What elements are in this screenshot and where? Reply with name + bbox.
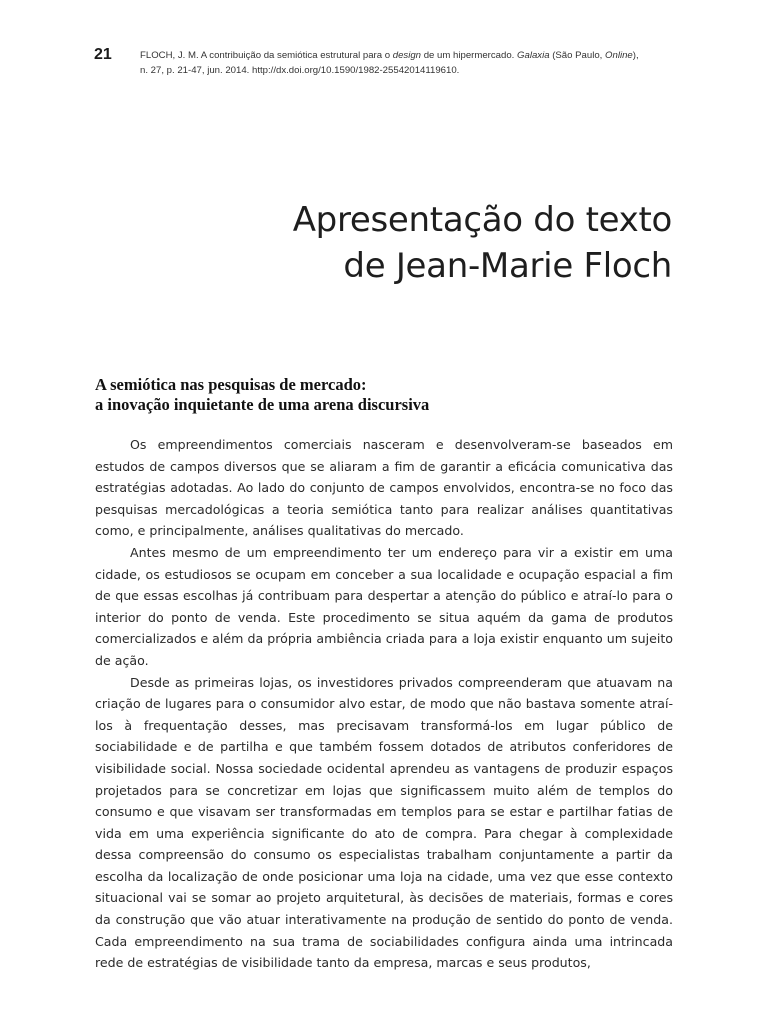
article-title <box>293 197 672 289</box>
section-heading-line-1: A semiótica nas pesquisas de mercado: <box>95 375 367 394</box>
section-heading <box>95 375 429 415</box>
citation-doi: n. 27, p. 21-47, jun. 2014. http://dx.doi.org/10.1590/1982-25542014119610. <box>140 65 460 76</box>
section-heading-line-2: a inovação inquietante de uma arena discursiva <box>95 395 430 414</box>
page-number: 21 <box>94 46 112 63</box>
paragraph: Antes mesmo de um empreendimento ter um endereço para vir a existir em uma cidade, os estudiosos se ocupam em conceber a sua localidade e ocupação espacial a fim de que essas escolhas já contribuam para despertar a atenção do público e atraí-lo para o interior do ponto de venda. Este procedimento se situa aquém da gama de produtos comercializados e além da própria ambiência criada para a loja existir enquanto um sujeito de ação. <box>95 544 673 668</box>
citation-journal: Galaxia <box>517 50 550 61</box>
citation-design-italic: design <box>392 50 422 61</box>
paragraph: Os empreendimentos comerciais nasceram e desenvolveram-se baseados em estudos de campos diversos que se aliaram a fim de garantir a eficácia comunicativa das estratégias adotadas. Ao lado do conjunto de campos envolvidos, encontra-se no foco das pesquisas mercadológicas a teoria semiótica tanto para realizar análises quantitativas como, e principalmente, análises qualitativas do mercado. <box>95 437 673 539</box>
citation-header <box>140 48 680 78</box>
citation-text: FLOCH, J. M. A contribuição da semiótica estrutural para o <box>140 50 393 61</box>
body-text <box>95 434 673 974</box>
title-line-2: de Jean-Marie Floch <box>343 246 672 286</box>
citation-text: (São Paulo, <box>549 50 606 61</box>
citation-online: Online <box>605 50 633 61</box>
citation-text: ), <box>632 50 639 61</box>
citation-text: de um hipermercado. <box>421 50 518 61</box>
title-line-1: Apresentação do texto <box>292 200 672 240</box>
paragraph: Desde as primeiras lojas, os investidores privados compreenderam que atuavam na criação de lugares para o consumidor alvo estar, de modo que não bastava somente atraí-los à frequentação desses, mas precisavam transformá-los em lugar público de sociabilidade e de partilha e que também fossem dotados de atributos conferidores de visibilidade social. Nossa sociedade ocidental aprendeu as vantagens de produzir espaços projetados para se concretizar em lojas que significassem muito além de templos do consumo e que visavam ser transformadas em templos para se estar e partilhar fatias de vida em uma experiência significante do ato de compra. Para chegar à complexidade dessa compreensão do consumo os especialistas trabalham conjuntamente a partir da escolha da localização de onde posicionar uma loja na cidade, uma vez que esse contexto situacional vai se somar ao projeto arquitetural, às decisões de materiais, formas e cores da construção que vão atuar interativamente na produção de sentido do ponto de venda. Cada empreendimento na sua trama de sociabilidades configura ainda uma intrincada rede de estratégias de visibilidade tanto da empresa, marcas e seus produtos, <box>95 674 673 971</box>
